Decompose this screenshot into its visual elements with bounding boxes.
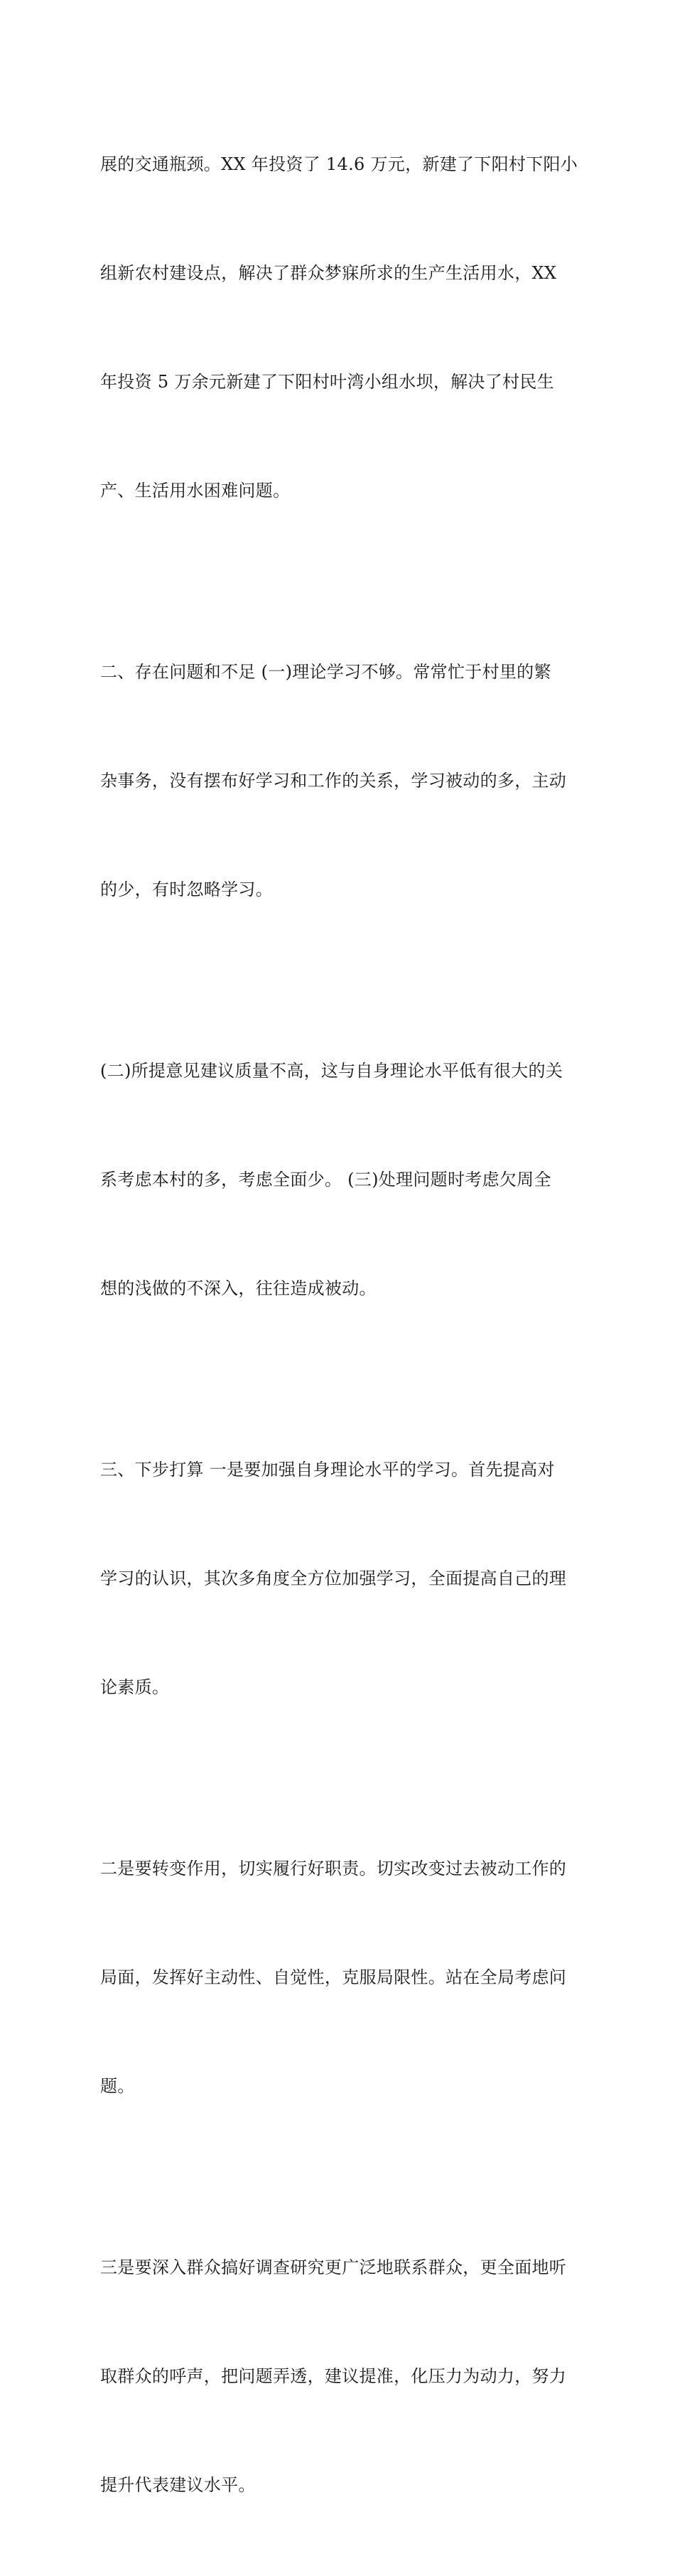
text-line: 学习的认识，其次多角度全方位加强学习，全面提高自己的理 — [100, 1568, 567, 1588]
paragraph-investment — [100, 74, 583, 582]
text-line: 产、生活用水困难问题。 — [100, 481, 291, 501]
text-line: 杂事务，没有摆布好学习和工作的关系，学习被动的多，主动 — [100, 771, 567, 791]
text-line: 提升代表建议水平。 — [100, 2475, 256, 2495]
text-line: 三是要深入群众搞好调查研究更广泛地联系群众，更全面地听 — [100, 2257, 567, 2277]
text-line: 组新农村建设点，解决了群众梦寐所求的生产生活用水，XX — [100, 263, 557, 283]
text-line: (二)所提意见建议质量不高，这与自身理论水平低有很大的关 — [100, 1061, 563, 1081]
paragraph-duties — [100, 1778, 583, 2177]
text-line: 二是要转变作用，切实履行好职责。切实改变过去被动工作的 — [100, 1859, 567, 1878]
text-line: 展的交通瓶颈。XX 年投资了 14.6 万元，新建了下阳村下阳小 — [100, 154, 578, 174]
document-body — [100, 74, 583, 2576]
text-line: 的少，有时忽略学习。 — [100, 880, 273, 899]
text-line: 题。 — [100, 2076, 135, 2096]
paragraph-suggestion-quality — [100, 980, 583, 1379]
paragraph-problems — [100, 582, 583, 980]
text-line: 想的浅做的不深入，往往造成被动。 — [100, 1278, 377, 1298]
text-line: 取群众的呼声，把问题弄透，建议提准，化压力为动力，努力 — [100, 2366, 567, 2386]
text-line: 三、下步打算 一是要加强自身理论水平的学习。首先提高对 — [100, 1460, 555, 1480]
text-line: 系考虑本村的多，考虑全面少。 (三)处理问题时考虑欠周全 — [100, 1170, 551, 1190]
paragraph-research — [100, 2177, 583, 2576]
text-line: 论素质。 — [100, 1677, 170, 1697]
text-line: 年投资 5 万余元新建了下阳村叶湾小组水坝，解决了村民生 — [100, 372, 554, 392]
text-line: 二、存在问题和不足 (一)理论学习不够。常常忙于村里的繁 — [100, 662, 551, 682]
paragraph-next-steps — [100, 1379, 583, 1778]
text-line: 局面，发挥好主动性、自觉性，克服局限性。站在全局考虑问 — [100, 1967, 567, 1987]
